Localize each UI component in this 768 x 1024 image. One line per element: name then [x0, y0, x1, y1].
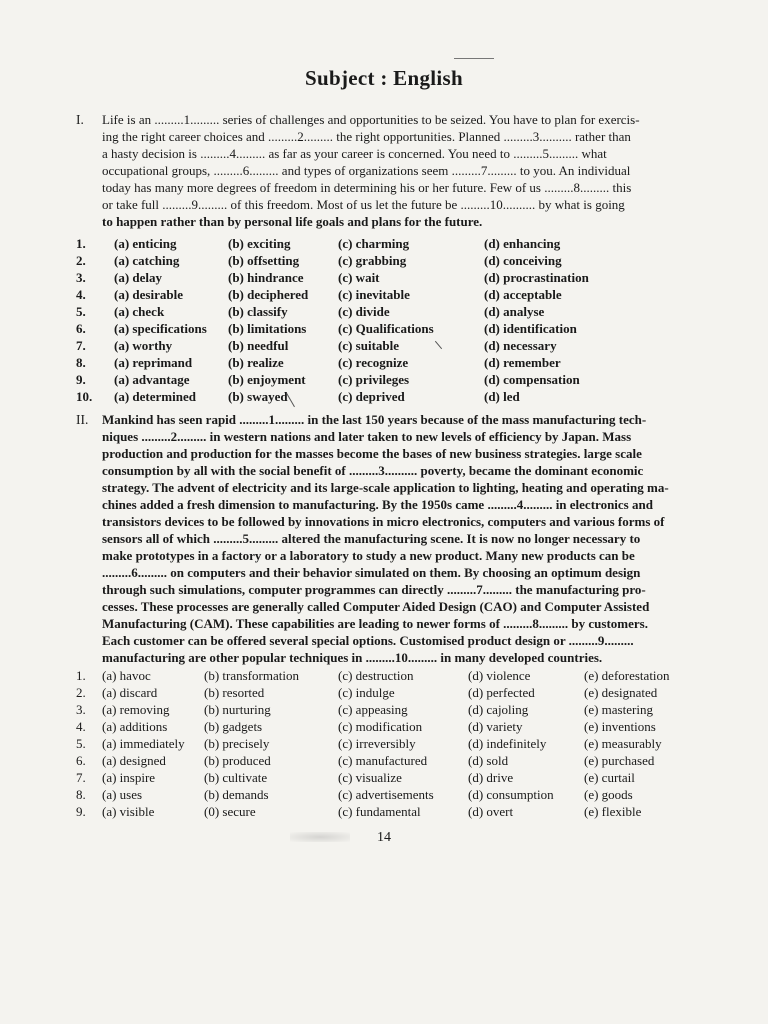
passage-line: occupational groups, .........6......... and types of organizations seem .........7......... to you. An individual — [102, 163, 631, 178]
option-b: (b) precisely — [204, 736, 270, 751]
passage-line: a hasty decision is .........4......... as far as your career is concerned. You need to .........5......... what — [102, 146, 607, 161]
section-1-numeral: I. — [76, 112, 84, 127]
option-b: (b) cultivate — [204, 770, 268, 785]
option-a: (a) reprimand — [114, 355, 193, 370]
option-a: (a) designed — [102, 753, 166, 768]
option-a: (a) check — [114, 304, 165, 319]
option-a: (a) desirable — [114, 287, 183, 302]
passage-line: manufacturing are other popular techniques in .........10......... in many developed countries. — [102, 650, 603, 665]
option-b: (b) enjoyment — [228, 372, 306, 387]
option-d: (d) necessary — [484, 338, 557, 353]
option-b: (b) demands — [204, 787, 269, 802]
question-number: 6. — [76, 753, 86, 768]
question-number: 1. — [76, 236, 86, 251]
question-number: 2. — [76, 253, 86, 268]
option-c: (c) modification — [338, 719, 423, 734]
option-b: (b) hindrance — [228, 270, 304, 285]
question-number: 5. — [76, 304, 86, 319]
option-c: (c) suitable — [338, 338, 400, 353]
option-c: (c) visualize — [338, 770, 402, 785]
passage-line: to happen rather than by personal life goals and plans for the future. — [102, 214, 483, 229]
option-b: (b) classify — [228, 304, 288, 319]
option-c: (c) wait — [338, 270, 380, 285]
option-d: (d) overt — [468, 804, 514, 819]
option-e: (e) purchased — [584, 753, 655, 768]
question-number: 7. — [76, 338, 86, 353]
option-d: (d) led — [484, 389, 520, 404]
passage-line: sensors all of which .........5......... altered the manufacturing scene. It is now no longer necessary to — [102, 531, 641, 546]
question-number: 8. — [76, 787, 86, 802]
passage-line: ing the right career choices and .........2......... the right opportunities. Planned .........3.......... rather than — [102, 129, 631, 144]
passage-line: Each customer can be offered several special options. Customised product design or .........9......... — [102, 633, 634, 648]
option-a: (a) havoc — [102, 668, 151, 683]
option-b: (b) deciphered — [228, 287, 309, 302]
page-title: Subject : English — [305, 66, 463, 90]
question-number: 9. — [76, 372, 86, 387]
option-c: (c) charming — [338, 236, 410, 251]
option-d: (d) cajoling — [468, 702, 529, 717]
option-e: (e) designated — [584, 685, 658, 700]
top-rule — [454, 58, 494, 59]
option-b: (b) transformation — [204, 668, 299, 683]
option-e: (e) mastering — [584, 702, 653, 717]
question-number: 1. — [76, 668, 86, 683]
option-d: (d) acceptable — [484, 287, 562, 302]
option-d: (d) enhancing — [484, 236, 561, 251]
option-c: (c) fundamental — [338, 804, 421, 819]
question-number: 8. — [76, 355, 86, 370]
passage-line: or take full .........9......... of this freedom. Most of us let the future be .........10.......... by what is going — [102, 197, 625, 212]
option-e: (e) curtail — [584, 770, 635, 785]
option-a: (a) additions — [102, 719, 168, 734]
question-number: 4. — [76, 287, 86, 302]
option-a: (a) catching — [114, 253, 180, 268]
option-b: (b) swayed — [228, 389, 288, 404]
option-b: (0) secure — [204, 804, 256, 819]
question-number: 7. — [76, 770, 86, 785]
option-a: (a) inspire — [102, 770, 156, 785]
option-a: (a) uses — [102, 787, 143, 802]
section-1-passage — [102, 111, 684, 230]
option-a: (a) removing — [102, 702, 170, 717]
question-number: 2. — [76, 685, 86, 700]
question-number: 10. — [76, 389, 93, 404]
option-c: (c) advertisements — [338, 787, 434, 802]
option-b: (b) resorted — [204, 685, 265, 700]
option-d: (d) consumption — [468, 787, 554, 802]
option-d: (d) remember — [484, 355, 561, 370]
option-c: (c) irreversibly — [338, 736, 416, 751]
page-number: 14 — [377, 830, 391, 845]
option-b: (b) limitations — [228, 321, 307, 336]
option-b: (b) needful — [228, 338, 289, 353]
option-c: (c) appeasing — [338, 702, 408, 717]
option-d: (d) drive — [468, 770, 514, 785]
option-c: (c) grabbing — [338, 253, 407, 268]
option-b: (b) exciting — [228, 236, 291, 251]
passage-line: Life is an .........1......... series of challenges and opportunities to be seized. You have to plan for exercis- — [102, 112, 640, 127]
question-number: 9. — [76, 804, 86, 819]
passage-line: production and production for the masses become the bases of new business strategies. large scale — [102, 446, 642, 461]
option-d: (d) procrastination — [484, 270, 589, 285]
option-a: (a) delay — [114, 270, 163, 285]
option-d: (d) compensation — [484, 372, 580, 387]
option-c: (c) deprived — [338, 389, 405, 404]
option-c: (c) Qualifications — [338, 321, 434, 336]
passage-line: through such simulations, computer programmes can directly .........7......... the manufacturing pro- — [102, 582, 646, 597]
option-d: (d) sold — [468, 753, 509, 768]
option-d: (d) perfected — [468, 685, 535, 700]
option-e: (e) deforestation — [584, 668, 670, 683]
option-a: (a) specifications — [114, 321, 207, 336]
passage-line: Manufacturing (CAM). These capabilities are leading to newer forms of .........8......... by customers. — [102, 616, 648, 631]
passage-line: strategy. The advent of electricity and its large-scale application to lighting, heating and operating ma- — [102, 480, 669, 495]
option-b: (b) realize — [228, 355, 284, 370]
option-c: (c) privileges — [338, 372, 410, 387]
option-c: (c) recognize — [338, 355, 409, 370]
option-a: (a) discard — [102, 685, 158, 700]
question-number: 5. — [76, 736, 86, 751]
option-b: (b) gadgets — [204, 719, 263, 734]
option-b: (b) produced — [204, 753, 271, 768]
option-b: (b) nurturing — [204, 702, 271, 717]
option-e: (e) inventions — [584, 719, 656, 734]
question-number: 3. — [76, 270, 86, 285]
option-e: (e) goods — [584, 787, 633, 802]
option-a: (a) visible — [102, 804, 155, 819]
option-b: (b) offsetting — [228, 253, 300, 268]
option-a: (a) advantage — [114, 372, 190, 387]
passage-line: niques .........2......... in western nations and later taken to new levels of efficiency by Japan. Mass — [102, 429, 632, 444]
passage-line: cesses. These processes are generally called Computer Aided Design (CAO) and Computer Assisted — [102, 599, 650, 614]
option-d: (d) conceiving — [484, 253, 562, 268]
option-c: (c) divide — [338, 304, 390, 319]
passage-line: make prototypes in a factory or a laboratory to study a new product. Many new products can be — [102, 548, 635, 563]
section-2-passage — [102, 411, 684, 666]
passage-line: Mankind has seen rapid .........1......... in the last 150 years because of the mass manufacturing tech- — [102, 412, 647, 427]
passage-line: consumption by all with the social benefit of .........3.......... poverty, became the dominant economic — [102, 463, 644, 478]
option-a: (a) worthy — [114, 338, 173, 353]
passage-line: today has many more degrees of freedom in determining his or her future. Few of us .........8......... this — [102, 180, 632, 195]
option-a: (a) enticing — [114, 236, 177, 251]
question-number: 3. — [76, 702, 86, 717]
option-c: (c) destruction — [338, 668, 414, 683]
option-d: (d) variety — [468, 719, 523, 734]
passage-line: chines added a fresh dimension to manufacturing. By the 1950s came .........4......... in electronics and — [102, 497, 653, 512]
option-d: (d) identification — [484, 321, 577, 336]
passage-line: transistors devices to be followed by innovations in micro electronics, computers and various forms of — [102, 514, 665, 529]
option-e: (e) flexible — [584, 804, 642, 819]
question-number: 4. — [76, 719, 86, 734]
option-c: (c) indulge — [338, 685, 395, 700]
option-d: (d) analyse — [484, 304, 545, 319]
option-a: (a) determined — [114, 389, 196, 404]
question-number: 6. — [76, 321, 86, 336]
passage-line: .........6......... on computers and their behavior simulated on them. By choosing an optimum design — [102, 565, 641, 580]
option-d: (d) indefinitely — [468, 736, 547, 751]
option-a: (a) immediately — [102, 736, 185, 751]
section-2-numeral: II. — [76, 412, 89, 427]
option-d: (d) violence — [468, 668, 531, 683]
option-c: (c) manufactured — [338, 753, 428, 768]
option-c: (c) inevitable — [338, 287, 410, 302]
pen-mark — [435, 341, 442, 349]
option-e: (e) measurably — [584, 736, 662, 751]
